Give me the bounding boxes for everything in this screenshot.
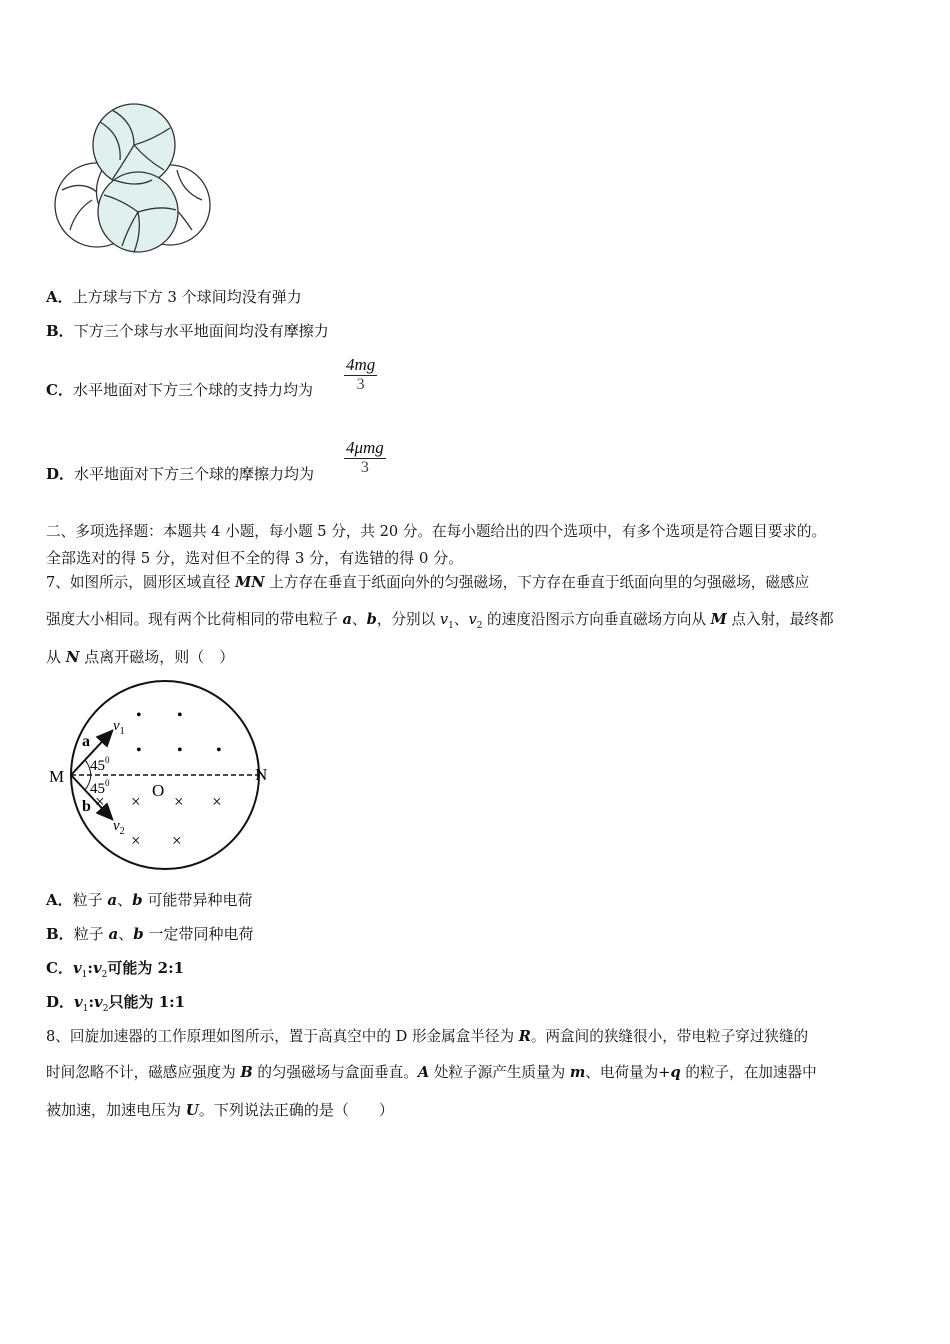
- fraction-denominator: 3: [360, 459, 369, 476]
- option-text: 上方球与下方 3 个球间均没有弹力: [72, 288, 302, 306]
- text: ，分别以: [376, 611, 440, 628]
- var-a: A: [417, 1064, 430, 1081]
- field-cross: ×: [131, 831, 141, 850]
- var-u: U: [185, 1101, 199, 1119]
- subscript: 2: [476, 620, 483, 631]
- option-text: 水平地面对下方三个球的摩擦力均为: [74, 465, 315, 483]
- var-b: b: [366, 611, 377, 628]
- q8-stem-line3: [46, 1100, 394, 1120]
- fraction-denominator: 3: [356, 376, 365, 393]
- field-dot: •: [177, 742, 183, 759]
- var-b: b: [132, 891, 143, 909]
- text: 、: [117, 891, 133, 909]
- var-q: q: [670, 1064, 681, 1081]
- var-a: a: [342, 611, 352, 628]
- var-v: v: [92, 959, 102, 977]
- angle-label-bottom: $45^0$: [90, 778, 110, 797]
- field-cross: ×: [212, 792, 222, 811]
- label-v1: $v_1$: [113, 718, 125, 737]
- ball-front: [98, 172, 178, 252]
- q6-option-a: [46, 287, 302, 307]
- text: 、: [453, 611, 469, 628]
- subscript: 1: [82, 1004, 89, 1014]
- field-dot: •: [177, 707, 183, 724]
- field-dot: •: [136, 742, 142, 759]
- q7-stem-line1: [46, 573, 809, 593]
- field-cross: ×: [174, 792, 184, 811]
- text: 的速度沿图示方向垂直磁场方向从: [482, 611, 711, 628]
- text: 时间忽略不计，磁感应强度为: [46, 1064, 241, 1081]
- text: 7、如图所示，圆形区域直径: [46, 574, 236, 591]
- text: 8、回旋加速器的工作原理如图所示，置于高真空中的 D 形金属盒半径为: [46, 1028, 519, 1045]
- stacked-balls-figure: [52, 100, 217, 255]
- text: 强度大小相同。现有两个比荷相同的带电粒子: [46, 611, 343, 628]
- section2-line1: 二、多项选择题：本题共 4 小题，每小题 5 分，共 20 分。在每小题给出的四个选项中，有多个选项是符合题目要求的。: [46, 523, 827, 540]
- var-v: v: [74, 993, 83, 1011]
- q7-option-c: [46, 958, 184, 985]
- magnetic-field-figure: [40, 680, 280, 870]
- text: 的匀强磁场与盒面垂直。: [252, 1064, 418, 1081]
- var-a: a: [108, 925, 119, 943]
- var-n: N: [65, 648, 80, 666]
- option-label: D．: [46, 993, 75, 1011]
- text: 、: [352, 611, 367, 628]
- field-dot: •: [216, 742, 222, 759]
- option-label: D．: [46, 465, 75, 483]
- text: :: [88, 993, 95, 1011]
- text: 。两盒间的狭缝很小，带电粒子穿过狭缝的: [530, 1028, 809, 1045]
- fraction-numerator: 4mg: [346, 355, 376, 374]
- text: 粒子: [72, 891, 108, 909]
- text: 的粒子，在加速器中: [680, 1064, 817, 1081]
- var-v: v: [72, 959, 82, 977]
- option-label: B．: [46, 322, 74, 340]
- text: 可能带异种电荷: [142, 891, 253, 909]
- var-v: v: [439, 611, 449, 628]
- text: 只能为 1:1: [108, 993, 186, 1011]
- field-cross: ×: [172, 831, 182, 850]
- var-mn: MN: [235, 574, 265, 591]
- var-b: B: [240, 1064, 253, 1081]
- option-label: C．: [46, 381, 73, 399]
- text: 处粒子源产生质量为: [429, 1064, 570, 1081]
- subscript: 2: [102, 1004, 109, 1014]
- subscript: 2: [101, 970, 108, 980]
- fraction-4umg-over-3: [344, 438, 386, 477]
- var-m: M: [710, 611, 727, 628]
- section2-line2: 全部选对的得 5 分，选对但不全的得 3 分，有选错的得 0 分。: [46, 549, 464, 567]
- text: 点入射，最终都: [726, 611, 834, 628]
- label-o: O: [152, 781, 165, 800]
- q8-stem-line2: [46, 1063, 817, 1083]
- angle-label-top: $45^0$: [90, 755, 110, 774]
- fraction-4mg-over-3: [344, 355, 377, 394]
- q6-option-c: [46, 380, 313, 400]
- option-label: C．: [46, 959, 73, 977]
- var-v: v: [94, 993, 103, 1011]
- var-a: a: [107, 891, 118, 909]
- option-label: B．: [46, 925, 74, 943]
- label-n: N: [255, 765, 268, 784]
- q7-option-a: [46, 890, 252, 910]
- subscript: 1: [81, 970, 88, 980]
- option-text: 水平地面对下方三个球的支持力均为: [72, 381, 313, 399]
- text: 点离开磁场，则（ ）: [79, 648, 235, 666]
- q7-option-b: [46, 924, 254, 944]
- q7-stem-line3: [46, 647, 234, 667]
- q6-option-b: [46, 321, 329, 341]
- q8-stem-line1: [46, 1027, 808, 1047]
- q6-option-d: [46, 464, 314, 484]
- option-label: A．: [46, 288, 73, 306]
- q7-option-d: [46, 992, 185, 1019]
- text: 、电荷量为+: [585, 1064, 671, 1081]
- label-b: b: [82, 798, 91, 815]
- text: 一定带同种电荷: [143, 925, 254, 943]
- text: 。下列说法正确的是（ ）: [198, 1101, 394, 1119]
- var-r: R: [518, 1028, 531, 1045]
- field-dot: •: [136, 707, 142, 724]
- fraction-numerator: 4μmg: [346, 438, 384, 457]
- label-a: a: [82, 733, 90, 750]
- text: 可能为 2:1: [107, 959, 185, 977]
- subscript: 1: [448, 620, 454, 631]
- option-label: A．: [46, 891, 73, 909]
- q7-stem-line2: [46, 610, 834, 636]
- var-v: v: [468, 611, 477, 628]
- field-cross: ×: [131, 792, 141, 811]
- label-m: M: [49, 767, 65, 786]
- field-cross: ×: [95, 792, 105, 811]
- text: 粒子: [73, 925, 109, 943]
- text: :: [87, 959, 93, 977]
- label-v2: $v_2$: [113, 818, 125, 837]
- text: 从: [46, 648, 66, 666]
- var-b: b: [133, 925, 144, 943]
- text: 上方存在垂直于纸面向外的匀强磁场，下方存在垂直于纸面向里的匀强磁场，磁感应: [264, 574, 810, 591]
- text: 被加速，加速电压为: [46, 1101, 186, 1119]
- var-m: m: [569, 1064, 586, 1081]
- text: 、: [118, 925, 134, 943]
- option-text: 下方三个球与水平地面间均没有摩擦力: [73, 322, 329, 340]
